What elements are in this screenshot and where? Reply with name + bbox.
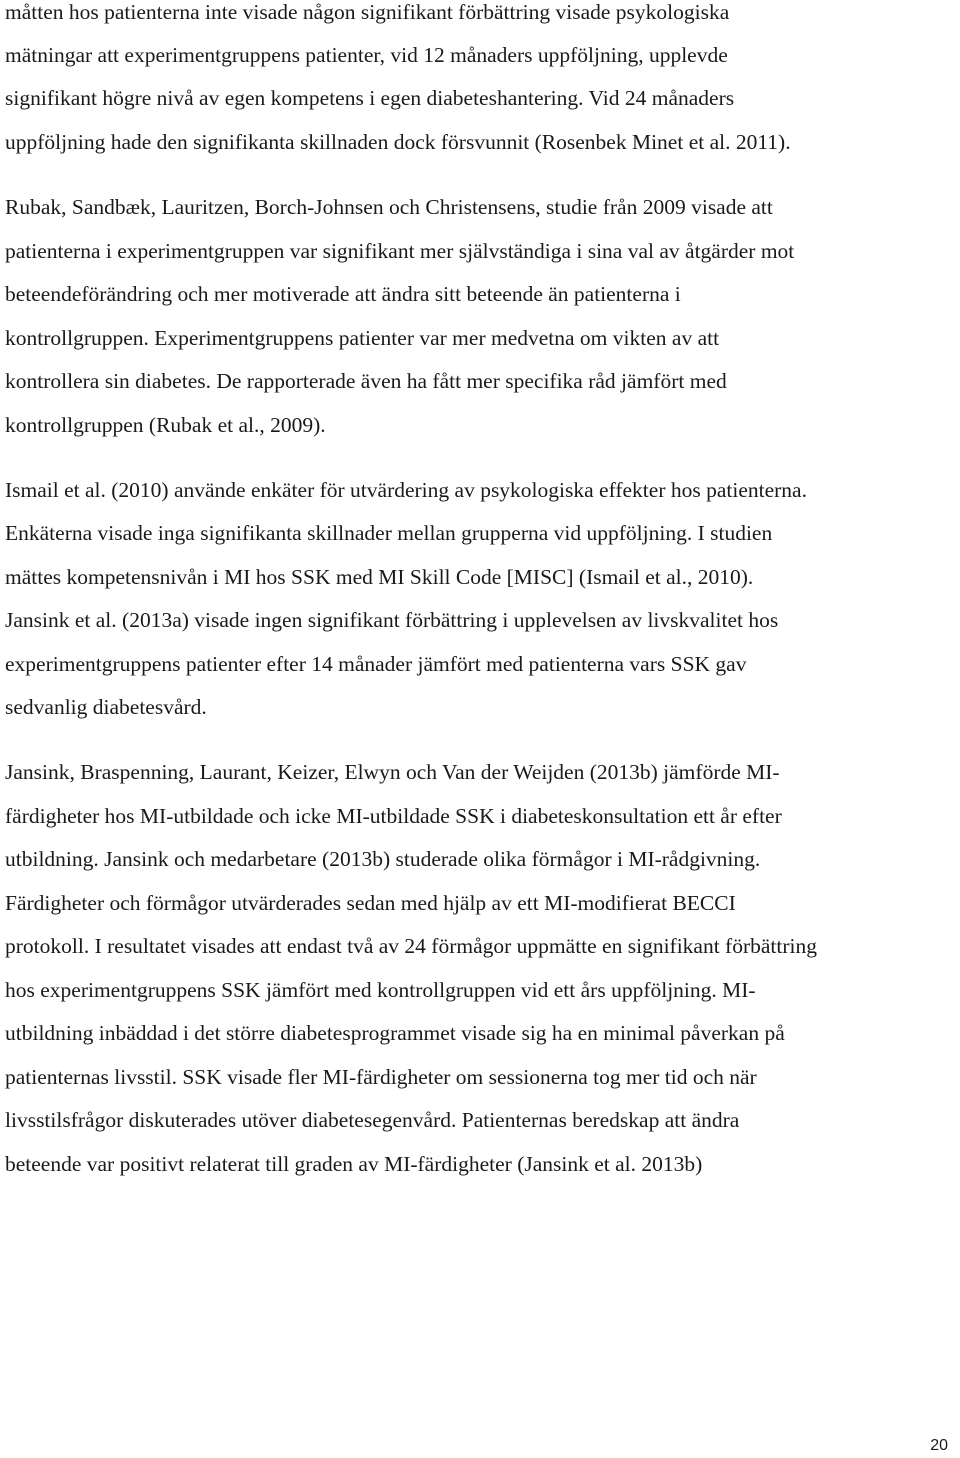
text-line: beteendeförändring och mer motiverade att ändra sitt beteende än patienterna i bbox=[5, 282, 681, 306]
text-line: protokoll. I resultatet visades att endast två av 24 förmågor uppmätte en signifikant förbättring bbox=[5, 934, 818, 958]
text-line: uppföljning hade den signifikanta skillnaden dock försvunnit (Rosenbek Minet et al. 2011). bbox=[5, 130, 791, 154]
text-line: färdigheter hos MI-utbildade och icke MI-utbildade SSK i diabeteskonsultation ett år efter bbox=[5, 804, 782, 828]
text-line: Ismail et al. (2010) använde enkäter för utvärdering av psykologiska effekter hos patienterna. bbox=[5, 478, 807, 502]
text-line: Jansink et al. (2013a) visade ingen signifikant förbättring i upplevelsen av livskvalitet hos bbox=[5, 608, 779, 632]
text-line: mätningar att experimentgruppens patienter, vid 12 månaders uppföljning, upplevde bbox=[5, 43, 728, 67]
text-line: måtten hos patienterna inte visade någon signifikant förbättring visade psykologiska bbox=[5, 0, 730, 24]
text-line: utbildning inbäddad i det större diabetesprogrammet visade sig ha en minimal påverkan på bbox=[5, 1021, 785, 1045]
text-line: Färdigheter och förmågor utvärderades sedan med hjälp av ett MI-modifierat BECCI bbox=[5, 891, 736, 915]
text-line: patienternas livsstil. SSK visade fler MI-färdigheter om sessionerna tog mer tid och när bbox=[5, 1065, 757, 1089]
page-number: 20 bbox=[930, 1437, 948, 1454]
text-line: kontrollgruppen (Rubak et al., 2009). bbox=[5, 413, 326, 437]
text-line: mättes kompetensnivån i MI hos SSK med MI Skill Code [MISC] (Ismail et al., 2010). bbox=[5, 565, 754, 589]
text-line: hos experimentgruppens SSK jämfört med kontrollgruppen vid ett års uppföljning. MI- bbox=[5, 978, 756, 1002]
text-line: utbildning. Jansink och medarbetare (2013b) studerade olika förmågor i MI-rådgivning. bbox=[5, 847, 761, 871]
text-line: experimentgruppens patienter efter 14 månader jämfört med patienterna vars SSK gav bbox=[5, 652, 747, 676]
text-line: livsstilsfrågor diskuterades utöver diabetesegenvård. Patienternas beredskap att ändra bbox=[5, 1108, 740, 1132]
text-line: kontrollera sin diabetes. De rapporterade även ha fått mer specifika råd jämfört med bbox=[5, 369, 727, 393]
text-line: Rubak, Sandbæk, Lauritzen, Borch-Johnsen och Christensens, studie från 2009 visade att bbox=[5, 195, 773, 219]
text-line: beteende var positivt relaterat till graden av MI-färdigheter (Jansink et al. 2013b) bbox=[5, 1152, 703, 1176]
text-line: signifikant högre nivå av egen kompetens i egen diabeteshantering. Vid 24 månaders bbox=[5, 86, 735, 110]
text-line: Jansink, Braspenning, Laurant, Keizer, Elwyn och Van der Weijden (2013b) jämförde MI- bbox=[5, 760, 780, 784]
text-line: Enkäterna visade inga signifikanta skillnader mellan grupperna vid uppföljning. I studien bbox=[5, 521, 773, 545]
text-line: patienterna i experimentgruppen var signifikant mer självständiga i sina val av åtgärder mot bbox=[5, 239, 795, 263]
text-line: kontrollgruppen. Experimentgruppens patienter var mer medvetna om vikten av att bbox=[5, 326, 720, 350]
text-line: sedvanlig diabetesvård. bbox=[5, 695, 207, 719]
